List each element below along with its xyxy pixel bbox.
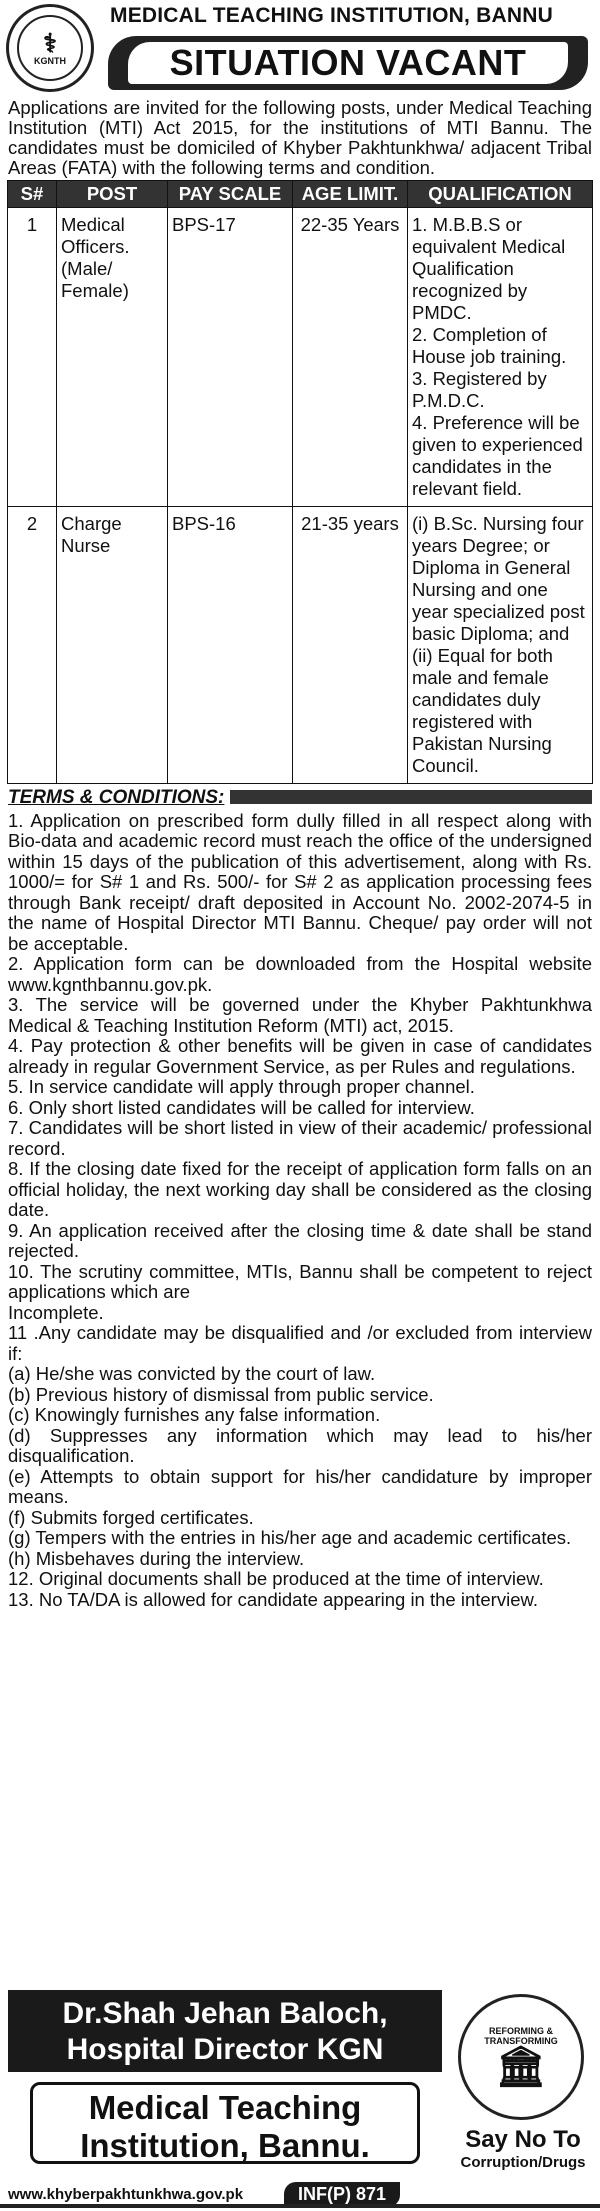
row-sno: 1: [8, 208, 57, 507]
reforming-seal: [458, 1994, 584, 2120]
table-row: [8, 507, 593, 784]
term-item: (a) He/she was convicted by the court of law.: [8, 1363, 376, 1384]
term-item: (b) Previous history of dismissal from public service.: [8, 1383, 434, 1405]
term-item: (d) Suppresses any information which may lead to his/her disqualification.: [8, 1424, 592, 1466]
row-post: Medical Officers. (Male/ Female): [57, 208, 168, 507]
logo-text: KGNTH: [34, 56, 66, 66]
header-qualification: QUALIFICATION: [408, 181, 593, 208]
header-sno: S#: [8, 181, 57, 208]
bottom-divider: [0, 2204, 600, 2208]
terms-title: TERMS & CONDITIONS:: [8, 787, 225, 808]
say-no-text: Say No To: [465, 2126, 581, 2153]
header-pay-scale: PAY SCALE: [168, 181, 293, 208]
qualification-item: 1. M.B.B.S or equivalent Medical Qualification recognized by PMDC.: [412, 214, 566, 323]
government-website: www.khyberpakhtunkhwa.gov.pk: [8, 2185, 244, 2203]
mti-name-line1: Medical Teaching: [88, 2089, 362, 2126]
row-post: Charge Nurse: [57, 507, 168, 784]
mti-name-line2: Institution, Bannu.: [80, 2127, 370, 2164]
row-qualification: [408, 507, 593, 784]
seal-text: REFORMING & TRANSFORMING: [484, 2026, 558, 2046]
row-pay-scale: BPS-16: [168, 507, 293, 784]
signatory-box: [8, 1990, 442, 2072]
posts-table: [7, 180, 593, 784]
term-item: 12. Original documents shall be produced at the time of interview.: [8, 1568, 544, 1589]
say-no-slogan: [448, 2126, 598, 2172]
term-item: (h) Misbehaves during the interview.: [8, 1547, 305, 1569]
qualification-item: (ii) Equal for both male and female candidates duly registered with Pakistan Nursing Council.: [412, 645, 553, 776]
term-item: (e) Attempts to obtain support for his/her candidature by improper means.: [8, 1465, 592, 1507]
say-no-subtext: Corruption/Drugs: [460, 2154, 586, 2171]
intro-paragraph: Applications are invited for the following posts, under Medical Teaching Institution (MTI) Act 2015, for the institutions of MTI Bannu. The candidates must be domiciled of Khyber Pakhtunkhwa/ adjacent Tribal Areas (FATA) with the following terms and condition.: [8, 97, 592, 178]
term-item: (c) Knowingly furnishes any false information.: [8, 1404, 381, 1425]
term-item: 6. Only short listed candidates will be called for interview.: [8, 1096, 475, 1118]
building-icon: 🏛: [495, 2045, 547, 2089]
institution-title: MEDICAL TEACHING INSTITUTION, BANNU: [110, 4, 553, 27]
term-item: 7. Candidates will be short listed in view of their academic/ professional record.: [8, 1117, 592, 1159]
term-item: 1. Application on prescribed form dully filled in all respect along with Bio-data and academic record must reach the office of the undersigned within 15 days of the publication of this advertisement, along with Rs. 1000/= for S# 1 and Rs. 500/- for S# 2 as application processing fees through Bank receipt/ draft deposited in Account No. 2002-2074-5 in the name of Hospital Director MTI Bannu. Cheque/ pay order will not be acceptable.: [8, 809, 592, 954]
table-header-row: [8, 181, 593, 208]
qualification-item: 4. Preference will be given to experienced candidates in the relevant field.: [412, 412, 583, 499]
caduceus-icon: ⚕: [42, 28, 58, 58]
term-item: (g) Tempers with the entries in his/her age and academic certificates.: [8, 1527, 572, 1548]
term-item: 8. If the closing date fixed for the receipt of application form falls on an official holiday, the next working day shall be considered as the closing date.: [8, 1158, 592, 1220]
terms-header: [8, 784, 592, 811]
signatory-title: Hospital Director KGN: [66, 2033, 384, 2066]
term-item: [8, 954, 592, 995]
qualification-item: 2. Completion of House job training.: [412, 324, 567, 367]
term-item-text: 2. Application form can be downloaded from the Hospital website www.kgnthbannu.gov.pk.: [8, 953, 592, 995]
situation-vacant-banner: [108, 36, 588, 90]
term-item: (f) Submits forged certificates.: [8, 1506, 254, 1528]
row-pay-scale: BPS-17: [168, 208, 293, 507]
term-item: 10. The scrutiny committee, MTIs, Bannu shall be competent to reject applications which are: [8, 1260, 592, 1302]
row-age-limit: 21-35 years: [293, 507, 408, 784]
term-item: 11 .Any candidate may be disqualified and /or excluded from interview if:: [8, 1322, 592, 1364]
term-item: 3. The service will be governed under the Khyber Pakhtunkhwa Medical & Teaching Institution Reform (MTI) act, 2015.: [8, 994, 592, 1036]
mti-name-box: [30, 2082, 420, 2164]
banner-text: SITUATION VACANT: [128, 42, 568, 84]
terms-section: [0, 784, 600, 1610]
table-row: [8, 208, 593, 507]
row-sno: 2: [8, 507, 57, 784]
terms-divider-bar: [230, 790, 592, 804]
signatory-name: Dr.Shah Jehan Baloch,: [62, 1997, 388, 2030]
term-item: Incomplete.: [8, 1301, 104, 1323]
header-post: POST: [57, 181, 168, 208]
institution-logo: [6, 4, 94, 92]
footer: [0, 1990, 600, 2211]
logo-emblem: [17, 15, 83, 81]
qualification-item: (i) B.Sc. Nursing four years Degree; or Diploma in General Nursing and one year specialized post basic Diploma; and: [412, 513, 585, 644]
term-item: 9. An application received after the closing time & date shall be stand rejected.: [8, 1219, 592, 1261]
term-item: 5. In service candidate will apply through proper channel.: [8, 1076, 475, 1097]
header: [0, 0, 600, 96]
row-age-limit: 22-35 Years: [293, 208, 408, 507]
header-age-limit: AGE LIMIT.: [293, 181, 408, 208]
inf-number: INF(P) 871: [284, 2182, 400, 2207]
term-item: 13. No TA/DA is allowed for candidate appearing in the interview.: [8, 1588, 538, 1610]
row-qualification: [408, 208, 593, 507]
term-item: 4. Pay protection & other benefits will be given in case of candidates already in regular Government Service, as per Rules and regulations.: [8, 1035, 592, 1077]
qualification-item: 3. Registered by P.M.D.C.: [412, 368, 547, 411]
